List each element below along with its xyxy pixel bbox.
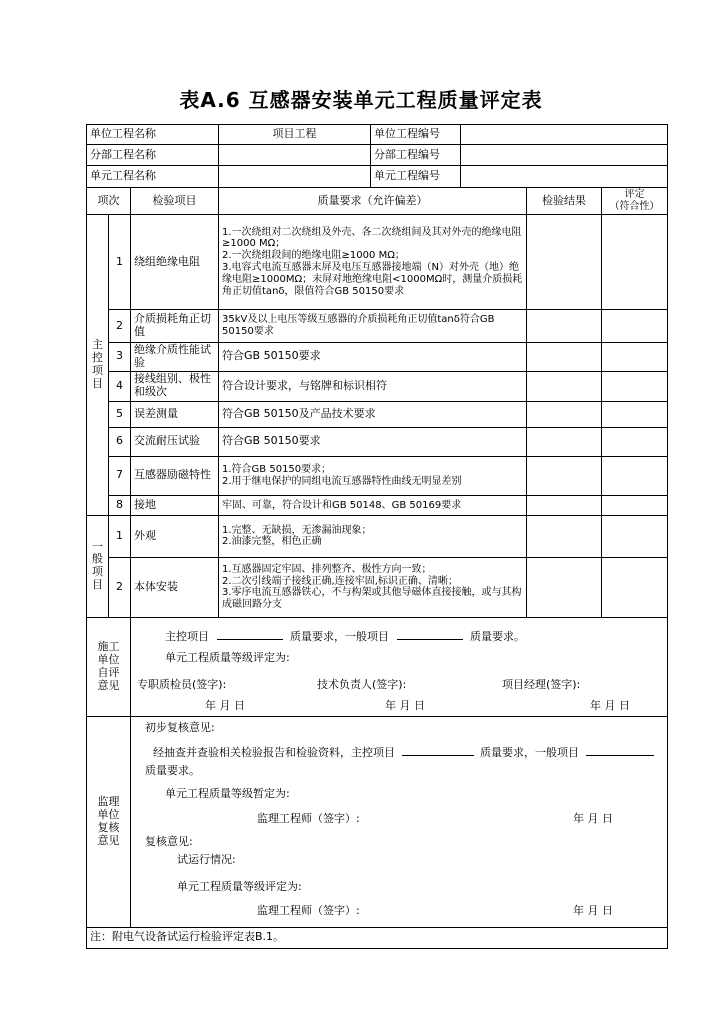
unit-project-label: 单位工程名称 xyxy=(87,125,219,145)
item-rating[interactable] xyxy=(602,427,668,456)
item-rating[interactable] xyxy=(602,310,668,343)
check-req-end: 质量要求。 xyxy=(145,763,200,777)
header-rating-main: 评定 xyxy=(624,189,645,201)
header-rating-sub: （符合性） xyxy=(609,201,660,212)
info-row-division xyxy=(87,145,668,166)
item-result[interactable] xyxy=(527,557,602,617)
item-rating[interactable] xyxy=(602,515,668,557)
table-row xyxy=(87,371,668,401)
supervision-label-line: 单位 xyxy=(97,807,120,821)
item-req: 符合GB 50150要求 xyxy=(219,343,527,372)
footnote: 注：附电气设备试运行检验评定表B.1。 xyxy=(87,927,668,948)
pm-signature-label: 项目经理(签字): xyxy=(502,677,581,691)
pm-date: 年 月 日 xyxy=(590,698,630,712)
item-no: 2 xyxy=(109,310,131,343)
table-row xyxy=(87,401,668,427)
assessment-form xyxy=(86,124,668,949)
item-name: 互感器励磁特性 xyxy=(131,456,219,495)
construction-label-line: 意见 xyxy=(97,678,120,692)
table-row xyxy=(87,343,668,372)
check-general-blank[interactable] xyxy=(586,744,654,756)
construction-label-line: 施工 xyxy=(97,640,120,653)
division-value[interactable] xyxy=(219,145,371,166)
main-group-char: 控 xyxy=(92,351,103,364)
general-group-char: 一 xyxy=(92,539,103,553)
item-no: 6 xyxy=(109,427,131,456)
item-result[interactable] xyxy=(527,215,602,310)
header-item: 检验项目 xyxy=(131,188,219,215)
construction-main-blank[interactable] xyxy=(217,628,283,640)
item-result[interactable] xyxy=(527,495,602,515)
item-no: 1 xyxy=(109,515,131,557)
item-req: 符合GB 50150要求 xyxy=(219,427,527,456)
construction-label xyxy=(87,617,131,716)
general-group-label xyxy=(87,515,109,617)
header-result: 检验结果 xyxy=(527,188,602,215)
final-grade-label: 单元工程质量等级评定为: xyxy=(177,879,302,893)
table-row xyxy=(87,310,668,343)
construction-general-blank[interactable] xyxy=(397,628,463,640)
table-row xyxy=(87,557,668,617)
main-group-char: 目 xyxy=(92,376,103,390)
item-result[interactable] xyxy=(527,427,602,456)
tech-signature-label: 技术负责人(签字): xyxy=(317,677,407,691)
unit-project-value[interactable]: 项目工程 xyxy=(219,125,371,145)
item-no: 2 xyxy=(109,557,131,617)
item-no: 8 xyxy=(109,495,131,515)
check-main-label: 经抽查并查验相关检验报告和检验资料，主控项目 xyxy=(153,745,395,759)
table-row xyxy=(87,515,668,557)
item-req: 符合GB 50150及产品技术要求 xyxy=(219,401,527,427)
table-row xyxy=(87,215,668,310)
final-engineer-date: 年 月 日 xyxy=(573,903,613,917)
construction-label-line: 单位 xyxy=(97,652,120,666)
main-group-char: 主 xyxy=(92,338,103,352)
table-row xyxy=(87,427,668,456)
item-req: 1.符合GB 50150要求； 2.用于继电保护的同组电流互感器特性曲线无明显差别 xyxy=(219,456,527,495)
item-req: 牢固、可靠，符合设计和GB 50148、GB 50169要求 xyxy=(219,495,527,515)
item-result[interactable] xyxy=(527,343,602,372)
unit-eng-label: 单元工程名称 xyxy=(87,166,219,188)
unit-project-no-label: 单位工程编号 xyxy=(371,125,461,145)
construction-label-line: 自评 xyxy=(97,665,120,679)
supervision-label xyxy=(87,716,131,927)
header-seq: 项次 xyxy=(87,188,131,215)
main-group-label xyxy=(87,215,109,516)
item-result[interactable] xyxy=(527,456,602,495)
supervision-section xyxy=(87,716,668,927)
construction-grade-label: 单元工程质量等级评定为: xyxy=(165,650,290,664)
item-name: 接线组别、极性和级次 xyxy=(131,371,219,401)
review-opinion-label: 复核意见: xyxy=(145,834,193,848)
table-row xyxy=(87,495,668,515)
unit-eng-no-value[interactable] xyxy=(461,166,668,188)
construction-line1 xyxy=(165,628,525,644)
info-row-unit xyxy=(87,125,668,145)
construction-main-label: 主控项目 xyxy=(165,629,209,643)
table-row xyxy=(87,456,668,495)
item-req: 1.完整、无缺损，无渗漏油现象； 2.油漆完整，相色正确 xyxy=(219,515,527,557)
division-label: 分部工程名称 xyxy=(87,145,219,166)
division-no-label: 分部工程编号 xyxy=(371,145,461,166)
supervision-label-line: 监理 xyxy=(97,795,120,808)
item-no: 3 xyxy=(109,343,131,372)
item-result[interactable] xyxy=(527,515,602,557)
item-name: 绝缘介质性能试验 xyxy=(131,343,219,372)
item-no: 7 xyxy=(109,456,131,495)
engineer-signature-label: 监理工程师（签字）: xyxy=(257,811,360,825)
construction-general-label: 质量要求，一般项目 xyxy=(290,629,389,643)
check-general-label: 质量要求，一般项目 xyxy=(480,745,579,759)
item-name: 本体安装 xyxy=(131,557,219,617)
supervision-label-line: 意见 xyxy=(97,833,120,847)
item-req: 符合设计要求，与铭牌和标识相符 xyxy=(219,371,527,401)
item-no: 4 xyxy=(109,371,131,401)
qc-signature-label: 专职质检员(签字): xyxy=(137,677,227,691)
item-rating[interactable] xyxy=(602,557,668,617)
construction-opinion xyxy=(131,617,668,716)
item-result[interactable] xyxy=(527,371,602,401)
item-rating[interactable] xyxy=(602,401,668,427)
page-title: 表A.6 互感器安装单元工程质量评定表 xyxy=(179,88,543,112)
division-no-value[interactable] xyxy=(461,145,668,166)
trial-run-label: 试运行情况: xyxy=(177,852,236,866)
header-req: 质量要求（允许偏差） xyxy=(219,188,527,215)
qc-date: 年 月 日 xyxy=(205,698,245,712)
item-name: 绕组绝缘电阻 xyxy=(131,215,219,310)
item-rating[interactable] xyxy=(602,215,668,310)
construction-req-end: 质量要求。 xyxy=(470,629,525,643)
item-rating[interactable] xyxy=(602,456,668,495)
unit-eng-value[interactable] xyxy=(219,166,371,188)
item-result[interactable] xyxy=(527,401,602,427)
item-req: 1.互感器固定牢固、排列整齐、极性方向一致； 2.二次引线端子接线正确,连接牢固,标识正确、清晰； 3.零序电流互感器铁心，不与构架或其他导磁体直接接触，或与其构成磁回路分支 xyxy=(219,557,527,617)
check-main-blank[interactable] xyxy=(402,744,474,756)
supervision-check-line xyxy=(153,744,654,760)
item-req: 35kV及以上电压等级互感器的介质损耗角正切值tanδ符合GB 50150要求 xyxy=(219,310,527,343)
item-name: 交流耐压试验 xyxy=(131,427,219,456)
item-name: 介质损耗角正切值 xyxy=(131,310,219,343)
unit-eng-no-label: 单元工程编号 xyxy=(371,166,461,188)
info-row-unit-eng xyxy=(87,166,668,188)
tentative-grade-label: 单元工程质量等级暂定为: xyxy=(165,786,290,800)
general-group-char: 般 xyxy=(92,552,103,566)
item-req: 1.一次绕组对二次绕组及外壳、各二次绕组间及其对外壳的绝缘电阻≥1000 MΩ； 2.一次绕组段间的绝缘电阻≥1000 MΩ； 3.电容式电流互感器末屏及电压互感器接地端（N）对外壳（地）绝缘电阻≥1000MΩ；末屏对地绝缘电阻<1000MΩ时，测量介质损耗角正切值tanδ，限值符合GB 50150要求 xyxy=(219,215,527,310)
main-group-char: 项 xyxy=(92,363,103,377)
general-group-char: 项 xyxy=(92,565,103,579)
item-rating[interactable] xyxy=(602,343,668,372)
supervision-label-line: 复核 xyxy=(97,820,120,834)
item-name: 接地 xyxy=(131,495,219,515)
item-name: 外观 xyxy=(131,515,219,557)
supervision-opinion xyxy=(131,716,668,927)
tech-date: 年 月 日 xyxy=(385,698,425,712)
construction-section xyxy=(87,617,668,716)
header-rating xyxy=(602,188,668,215)
engineer-date: 年 月 日 xyxy=(573,811,613,825)
item-name: 误差测量 xyxy=(131,401,219,427)
item-rating[interactable] xyxy=(602,371,668,401)
initial-review-label: 初步复核意见: xyxy=(145,720,215,734)
unit-project-no-value[interactable] xyxy=(461,125,668,145)
item-rating[interactable] xyxy=(602,495,668,515)
item-no: 1 xyxy=(109,215,131,310)
general-group-char: 目 xyxy=(92,578,103,592)
item-result[interactable] xyxy=(527,310,602,343)
item-no: 5 xyxy=(109,401,131,427)
header-row xyxy=(87,188,668,215)
note-row xyxy=(87,927,668,948)
final-engineer-signature-label: 监理工程师（签字）: xyxy=(257,903,360,917)
